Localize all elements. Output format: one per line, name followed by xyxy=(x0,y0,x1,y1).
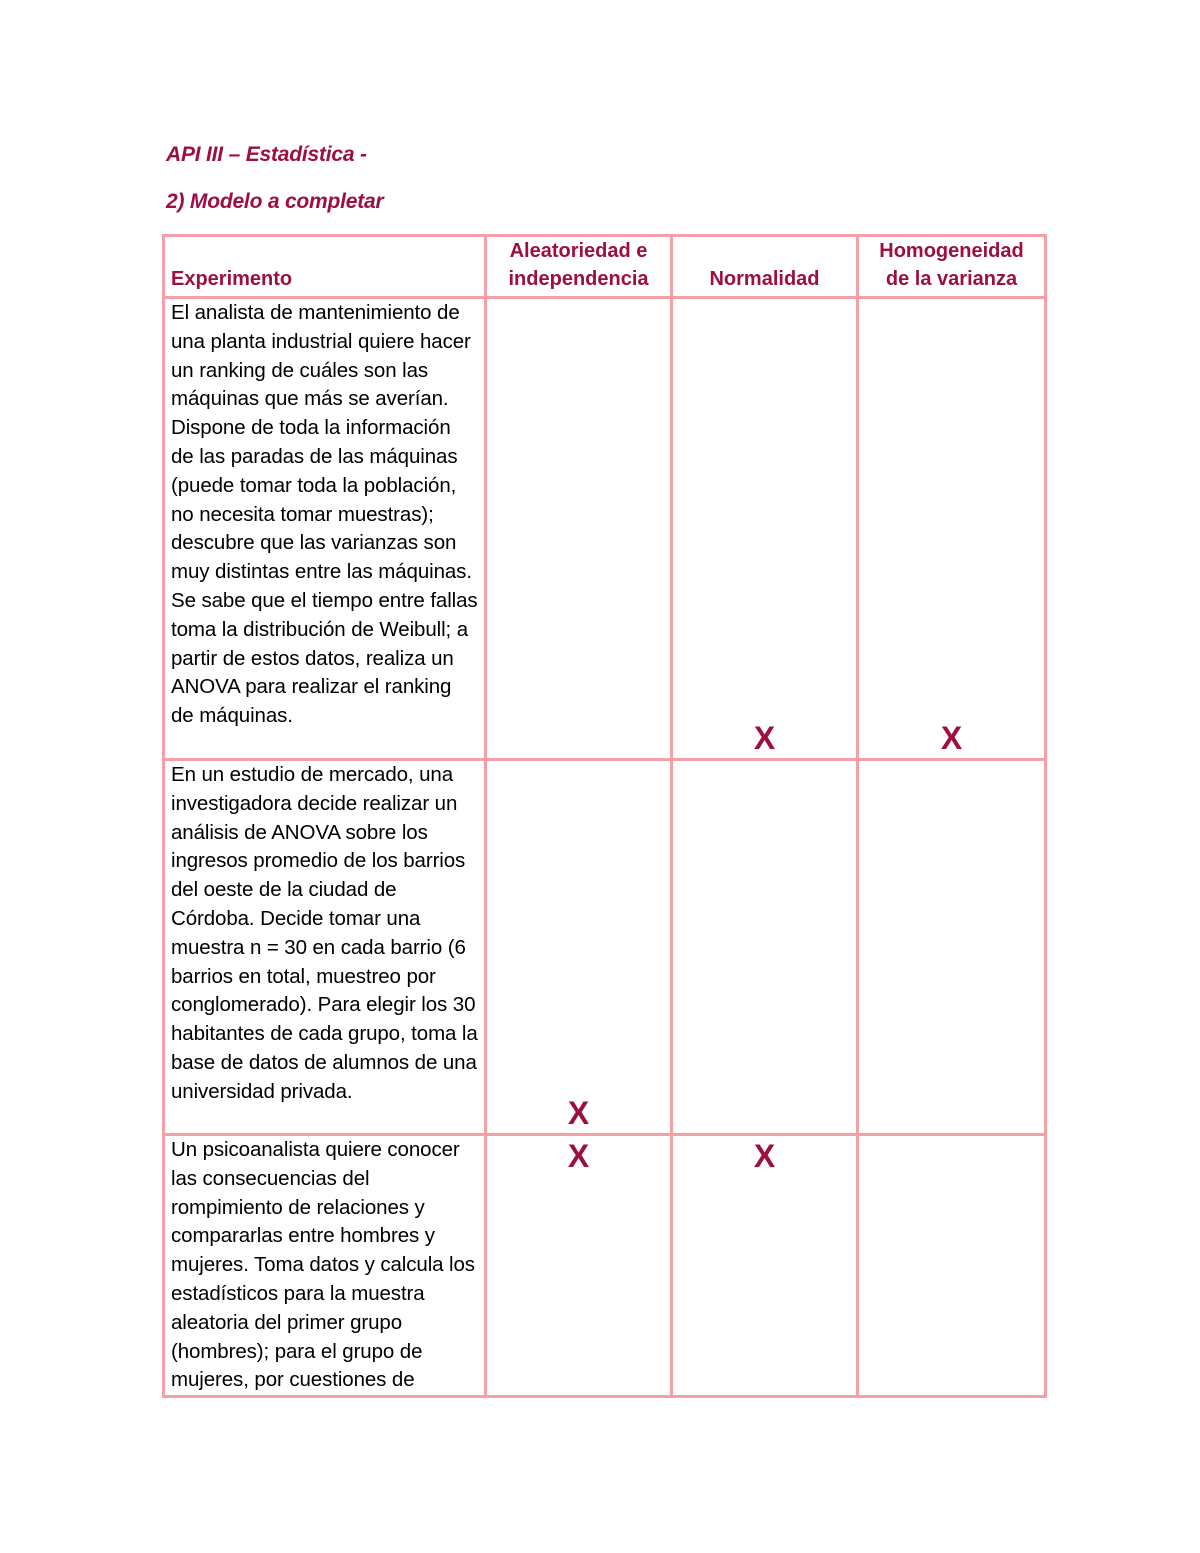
table-header-row xyxy=(164,236,1046,298)
aleatoriedad-mark: X xyxy=(486,760,672,1135)
normalidad-cell xyxy=(672,760,858,1135)
section-heading: 2) Modelo a completar xyxy=(166,190,384,213)
header-aleatoriedad: Aleatoriedad e independencia xyxy=(486,236,672,298)
homogeneidad-cell xyxy=(858,760,1046,1135)
experiment-description: Un psicoanalista quiere conocer las consecuencias del rompimiento de relaciones y compararlas entre hombres y mujeres. Toma datos y calcula los estadísticos para la muestra aleatoria del primer grupo (hombres); para el grupo de mujeres, por cuestiones de xyxy=(164,1135,486,1397)
homogeneidad-cell xyxy=(858,1135,1046,1397)
evaluation-table xyxy=(162,234,1047,1398)
aleatoriedad-mark: X xyxy=(486,1135,672,1397)
document-title: API III – Estadística - xyxy=(166,143,367,166)
header-homogeneidad: Homogeneidad de la varianza xyxy=(858,236,1046,298)
table-row xyxy=(164,760,1046,1135)
header-experimento: Experimento xyxy=(164,236,486,298)
aleatoriedad-cell xyxy=(486,298,672,760)
normalidad-mark: X xyxy=(672,298,858,760)
homogeneidad-mark: X xyxy=(858,298,1046,760)
experiment-description: El analista de mantenimiento de una planta industrial quiere hacer un ranking de cuáles son las máquinas que más se averían. Dispone de toda la información de las paradas de las máquinas (puede tomar toda la población, no necesita tomar muestras); descubre que las varianzas son muy distintas entre las máquinas. Se sabe que el tiempo entre fallas toma la distribución de Weibull; a partir de estos datos, realiza un ANOVA para realizar el ranking de máquinas. xyxy=(164,298,486,760)
experiment-description: En un estudio de mercado, una investigadora decide realizar un análisis de ANOVA sobre los ingresos promedio de los barrios del oeste de la ciudad de Córdoba. Decide tomar una muestra n = 30 en cada barrio (6 barrios en total, muestreo por conglomerado). Para elegir los 30 habitantes de cada grupo, toma la base de datos de alumnos de una universidad privada. xyxy=(164,760,486,1135)
table-row xyxy=(164,1135,1046,1397)
normalidad-mark: X xyxy=(672,1135,858,1397)
table-row xyxy=(164,298,1046,760)
header-normalidad: Normalidad xyxy=(672,236,858,298)
